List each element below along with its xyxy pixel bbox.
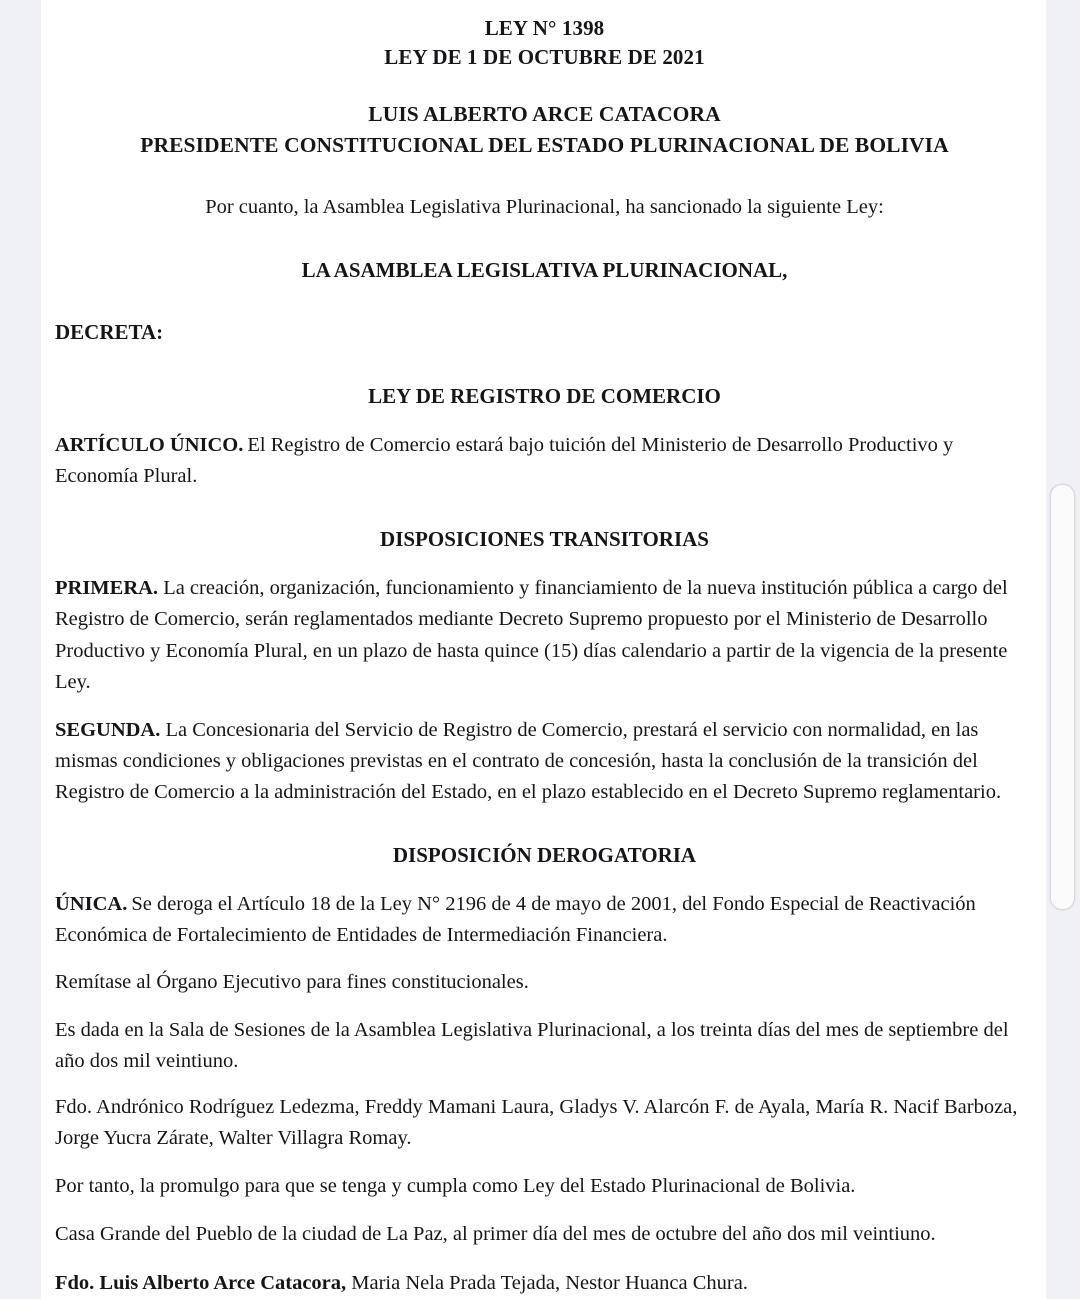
derogatory-unica-text: Se deroga el Artículo 18 de la Ley N° 2196 de 4 de mayo de 2001, del Fondo Especial de Reactivación Económica de Fortalecimiento de Entidades de Intermediación Financiera. [55,893,976,947]
law-number: LEY N° 1398 [484,16,605,40]
left-gutter [0,0,41,1232]
transitory-segunda-lead: SEGUNDA. [55,718,161,741]
vertical-scrollbar-track[interactable] [1046,0,1080,1232]
transitory-primera-text: La creación, organización, funcionamiento y financiamiento de la nueva institución pública a cargo del Registro de Comercio, serán reglamentados mediante Decreto Supremo propuesto por el Ministerio de Desarrollo Productivo y Economía Plural, en un plazo de hasta quince (15) días calendario a partir de la vigencia de la presente Ley. [55,577,1008,693]
enactment-paragraph: Es dada en la Sala de Sesiones de la Asamblea Legislativa Plurinacional, a los treinta días del mes de septiembre del año dos mil veintiuno. [55,1018,1009,1072]
transitory-provisions-heading: DISPOSICIONES TRANSITORIAS [380,527,709,552]
executive-signatory-president: Fdo. Luis Alberto Arce Catacora, [55,1271,347,1294]
assembly-signatories-paragraph: Fdo. Andrónico Rodríguez Ledezma, Freddy Mamani Laura, Gladys V. Alarcón F. de Ayala, María R. Nacif Barboza, Jorge Yucra Zárate, Walter Villagra Romay. [55,1096,1018,1150]
law-subject-heading: LEY DE REGISTRO DE COMERCIO [368,384,721,409]
president-title: PRESIDENTE CONSTITUCIONAL DEL ESTADO PLURINACIONAL DE BOLIVIA [140,132,949,157]
transitory-primera-lead: PRIMERA. [55,577,159,600]
decreta-label: DECRETA: [55,320,164,345]
executive-signatories-rest: Maria Nela Prada Tejada, Nestor Huanca Chura. [346,1271,748,1294]
president-block [55,99,1034,160]
article-unico-paragraph [55,430,1034,492]
transitory-segunda-text: La Concesionaria del Servicio de Registro de Comercio, prestará el servicio con normalidad, en las mismas condiciones y obligaciones previstas en el contrato de concesión, hasta la conclusión de la transición del Registro de Comercio a la administración del Estado, en el plazo establecido en el Decreto Supremo reglamentario. [55,718,1002,804]
derogatory-provision-heading: DISPOSICIÓN DEROGATORIA [392,843,697,868]
law-title-block [55,14,1034,71]
executive-signatories-paragraph [55,1268,1034,1299]
document-body [55,14,1034,1299]
transitory-primera-paragraph [55,573,1034,698]
transitory-segunda-paragraph [55,715,1034,808]
derogatory-unica-paragraph [55,889,1034,951]
president-name: LUIS ALBERTO ARCE CATACORA [368,102,721,127]
preamble-text: Por cuanto, la Asamblea Legislativa Plurinacional, ha sancionado la siguiente Ley: [205,196,884,219]
article-unico-text: El Registro de Comercio estará bajo tuición del Ministerio de Desarrollo Productivo y Economía Plural. [55,434,954,488]
promulgation-paragraph: Por tanto, la promulgo para que se tenga y cumpla como Ley del Estado Plurinacional de Bolivia. [55,1175,856,1198]
vertical-scrollbar-thumb[interactable] [1050,484,1075,910]
law-date: LEY DE 1 DE OCTUBRE DE 2021 [384,44,705,69]
place-date-paragraph: Casa Grande del Pueblo de la ciudad de La Paz, al primer día del mes de octubre del año dos mil veintiuno. [55,1223,936,1246]
document-page [41,0,1046,1299]
article-unico-lead: ARTÍCULO ÚNICO. [55,434,244,456]
derogatory-unica-lead: ÚNICA. [55,893,128,916]
assembly-heading: LA ASAMBLEA LEGISLATIVA PLURINACIONAL, [301,258,788,283]
remit-paragraph: Remítase al Órgano Ejecutivo para fines constitucionales. [55,970,529,993]
